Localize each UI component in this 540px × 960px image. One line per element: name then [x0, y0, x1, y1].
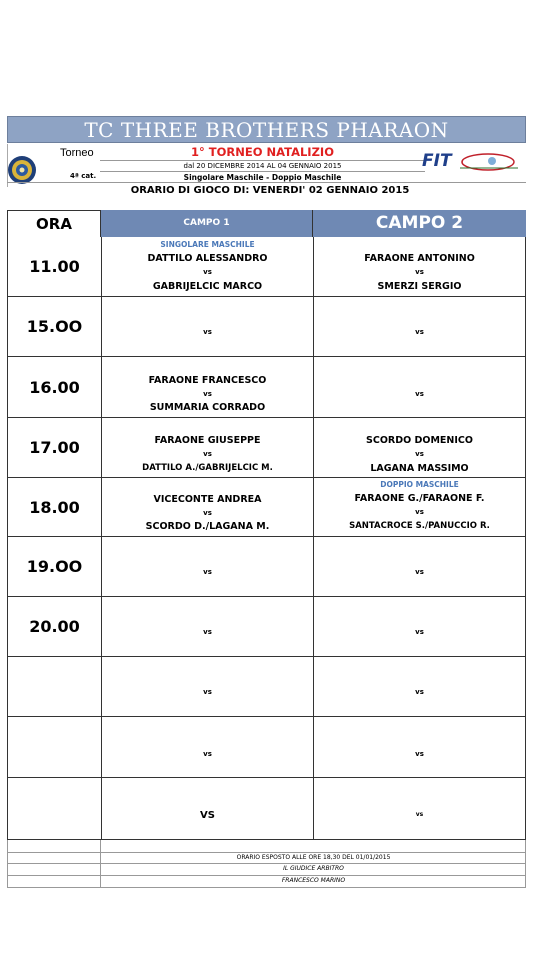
time-cell: 19.OO [7, 537, 101, 596]
vs-label: vs [203, 328, 212, 336]
vs-label: vs [415, 508, 424, 516]
header-ora: ORA [7, 210, 101, 237]
referee-name: FRANCESCO MARINO [281, 877, 346, 884]
vs-label: vs [203, 750, 212, 758]
referee-label: IL GIUDICE ARBITRO [283, 865, 344, 872]
table-row [7, 418, 526, 478]
vs-label: vs [415, 628, 424, 636]
campo2-cell [313, 357, 526, 417]
vs-label: vs [203, 390, 212, 398]
table-row [7, 657, 526, 717]
campo2-cell [313, 657, 526, 716]
footer-left-cell [7, 876, 101, 887]
player-2: SUMMARIA CORRADO [149, 402, 266, 413]
player-1: FARAONE FRANCESCO [148, 375, 267, 386]
table-row [7, 597, 526, 657]
footer-left-cell [7, 840, 101, 852]
vs-label: vs [203, 628, 212, 636]
club-name: TC THREE BROTHERS PHARAON [84, 118, 449, 142]
header-campo-2: CAMPO 2 [313, 210, 526, 237]
campo1-cell [101, 357, 313, 417]
category-label: 4ª cat. [70, 172, 97, 180]
footer-right-edge [525, 840, 526, 852]
campo1-cell [101, 418, 313, 477]
campo2-cell [313, 237, 526, 296]
player-1: FARAONE ANTONINO [364, 253, 475, 264]
campo2-cell [313, 297, 526, 356]
campo2-cell [313, 418, 526, 477]
time-cell [7, 717, 101, 777]
campo1-cell [101, 597, 313, 656]
player-2: SANTACROCE S./PANUCCIO R. [349, 521, 490, 531]
vs-label: vs [203, 568, 212, 576]
tournament-name: 1° TORNEO NATALIZIO [191, 145, 334, 159]
section-label: DOPPIO MASCHILE [380, 480, 459, 489]
time-cell: 15.OO [7, 297, 101, 356]
time-cell [7, 657, 101, 716]
vs-label: vs [203, 509, 212, 517]
fit-logo-icon [420, 148, 520, 176]
table-row [7, 237, 526, 297]
time-cell: 11.00 [7, 237, 101, 296]
time-cell: 17.00 [7, 418, 101, 477]
player-1: DATTILO ALESSANDRO [147, 253, 268, 264]
campo1-cell [101, 478, 313, 536]
time-cell [7, 778, 101, 839]
table-row [7, 778, 526, 840]
player-2: DATTILO A./GABRIJELCIC M. [142, 463, 273, 473]
campo1-cell [101, 537, 313, 596]
campo2-cell [313, 597, 526, 656]
table-row [7, 357, 526, 418]
footer-row [7, 840, 526, 853]
player-2: LAGANA MASSIMO [370, 463, 469, 474]
player-2: SMERZI SERGIO [377, 281, 462, 292]
time-cell: 16.00 [7, 357, 101, 417]
table-row [7, 297, 526, 357]
header-campo-1: CAMPO 1 [101, 210, 313, 237]
posted-time: ORARIO ESPOSTO ALLE ORE 18,30 DEL 01/01/2015 [236, 854, 391, 861]
footer-row [7, 864, 526, 876]
footer [7, 840, 526, 888]
player-2: SCORDO D./LAGANA M. [145, 521, 270, 532]
footer-row [7, 853, 526, 864]
table-row [7, 537, 526, 597]
vs-label: VS [200, 810, 215, 821]
table-row [7, 717, 526, 778]
tournament-dates: dal 20 DICEMBRE 2014 AL 04 GENNAIO 2015 [183, 162, 342, 170]
time-cell: 18.00 [7, 478, 101, 536]
player-1: FARAONE G./FARAONE F. [354, 493, 485, 504]
vs-label: vs [415, 390, 424, 398]
campo1-cell [101, 237, 313, 296]
time-cell: 20.00 [7, 597, 101, 656]
section-label: SINGOLARE MASCHILE [160, 240, 255, 249]
player-1: FARAONE GIUSEPPE [154, 435, 261, 446]
footer-left-cell [7, 864, 101, 875]
divider [100, 171, 425, 172]
vs-label: vs [415, 568, 424, 576]
schedule-table [7, 210, 526, 840]
fit-logo-text: FIT [422, 151, 452, 171]
torneo-label: Torneo [60, 147, 94, 159]
campo1-cell [101, 717, 313, 777]
vs-label: vs [415, 268, 424, 276]
vs-label: vs [415, 328, 424, 336]
campo1-cell [101, 657, 313, 716]
vs-label: vs [415, 811, 424, 818]
vs-label: vs [203, 450, 212, 458]
footer-left-cell [7, 853, 101, 863]
player-2: GABRIJELCIC MARCO [152, 281, 263, 292]
campo2-cell [313, 537, 526, 596]
tournament-type: Singolare Maschile - Doppio Maschile [183, 173, 342, 182]
vs-label: vs [415, 450, 424, 458]
campo2-cell [313, 478, 526, 536]
club-title-bar [7, 116, 526, 143]
player-1: VICECONTE ANDREA [153, 494, 262, 505]
campo2-cell [313, 778, 526, 839]
schedule-title: ORARIO DI GIOCO DI: VENERDI' 02 GENNAIO 2015 [130, 185, 410, 196]
player-1: SCORDO DOMENICO [366, 435, 473, 446]
campo2-cell [313, 717, 526, 777]
divider [7, 182, 526, 183]
divider [100, 160, 425, 161]
vs-label: vs [415, 750, 424, 758]
campo1-cell [101, 297, 313, 356]
campo1-cell [101, 778, 313, 839]
footer-row [7, 876, 526, 888]
vs-label: vs [203, 688, 212, 696]
table-row [7, 478, 526, 537]
vs-label: vs [203, 268, 212, 276]
club-logo-icon [7, 155, 37, 185]
vs-label: vs [415, 688, 424, 696]
